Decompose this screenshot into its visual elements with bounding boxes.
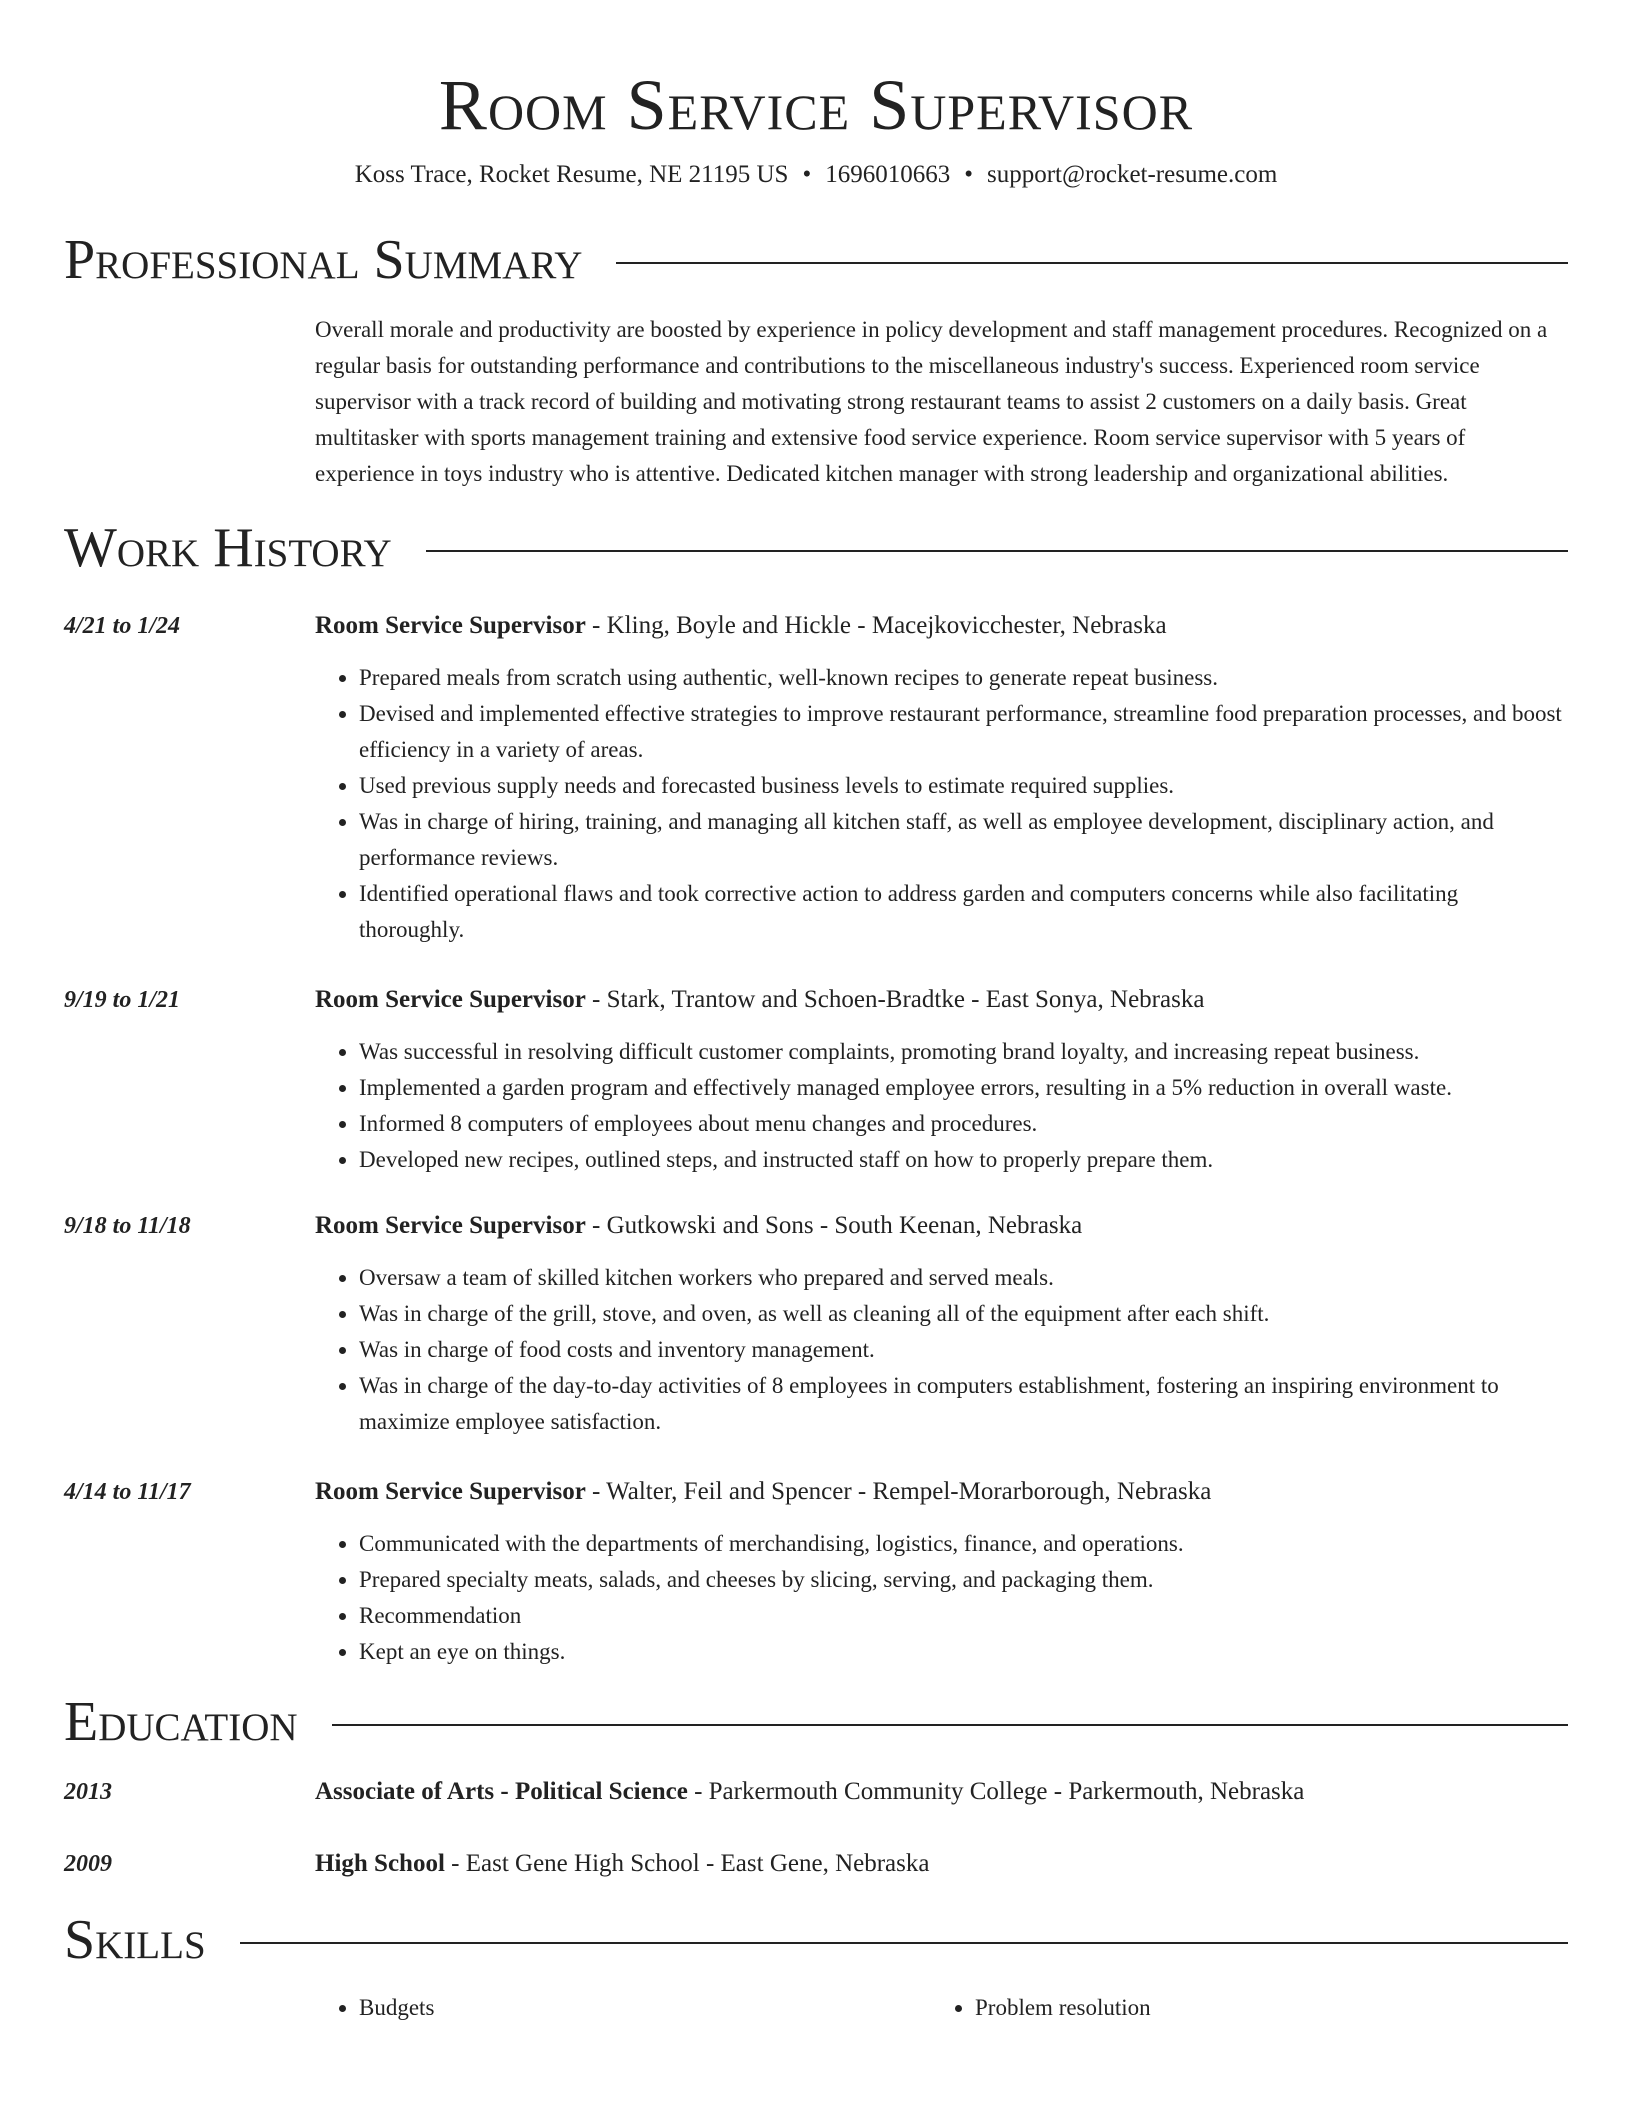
job-details: - Stark, Trantow and Schoen-Bradtke - East Sonya, Nebraska — [585, 986, 1205, 1013]
job-title: Room Service Supervisor — [315, 1478, 586, 1505]
contact-phone: 1696010663 — [825, 161, 951, 188]
education-entry — [64, 1846, 1568, 1882]
education-year: 2009 — [64, 1851, 112, 1877]
job-bullet: • Prepared meals from scratch using authentic, well-known recipes to generate repeat business. — [359, 660, 1568, 696]
job-title-line — [315, 982, 1568, 1018]
contact-separator: • — [964, 161, 973, 188]
skill-item: • Problem resolution — [975, 1990, 1547, 2026]
job-details: - Kling, Boyle and Hickle - Macejkovicchester, Nebraska — [585, 612, 1167, 639]
education-heading: Education — [64, 1691, 298, 1753]
education-degree: High School — [315, 1850, 445, 1877]
work-heading: Work History — [64, 517, 392, 579]
education-year: 2013 — [64, 1779, 112, 1805]
job-title: Room Service Supervisor — [315, 1212, 586, 1239]
job-bullets — [315, 660, 1568, 948]
job-bullet: • Kept an eye on things. — [359, 1634, 1568, 1670]
job-bullet: • Oversaw a team of skilled kitchen workers who prepared and served meals. — [359, 1260, 1568, 1296]
job-bullet: • Informed 8 computers of employees about menu changes and procedures. — [359, 1106, 1568, 1142]
skills-column-right — [931, 1990, 1547, 2026]
job-bullets — [315, 1526, 1568, 1670]
job-bullet: • Communicated with the departments of merchandising, logistics, finance, and operations. — [359, 1526, 1568, 1562]
job-bullet: • Recommendation — [359, 1598, 1568, 1634]
job-dates: 4/21 to 1/24 — [64, 613, 181, 639]
job-bullet: • Identified operational flaws and took corrective action to address garden and computers concerns while also facilitating thoroughly. — [359, 876, 1568, 948]
job-details: - Walter, Feil and Spencer - Rempel-Morarborough, Nebraska — [585, 1478, 1212, 1505]
contact-line — [64, 160, 1568, 190]
job-title: Room Service Supervisor — [315, 986, 586, 1013]
contact-email: support@rocket-resume.com — [987, 161, 1278, 188]
job-bullet: • Developed new recipes, outlined steps, and instructed staff on how to properly prepare them. — [359, 1142, 1568, 1178]
skills-heading: Skills — [64, 1909, 206, 1971]
skills-section-header — [64, 1910, 1568, 1970]
section-divider — [426, 550, 1568, 552]
summary-section-header — [64, 230, 1568, 290]
education-entry — [64, 1774, 1568, 1810]
job-bullet: • Implemented a garden program and effectively managed employee errors, resulting in a 5% reduction in overall waste. — [359, 1070, 1568, 1106]
job-bullet: • Prepared specialty meats, salads, and cheeses by slicing, serving, and packaging them. — [359, 1562, 1568, 1598]
contact-separator: • — [802, 161, 812, 188]
skills-column-left — [315, 1990, 931, 2026]
education-section-header — [64, 1692, 1568, 1752]
job-bullet: • Used previous supply needs and forecasted business levels to estimate required supplies. — [359, 768, 1568, 804]
job-title: Room Service Supervisor — [315, 612, 586, 639]
job-bullet: • Was in charge of food costs and inventory management. — [359, 1332, 1568, 1368]
job-entry — [64, 1208, 1568, 1440]
section-divider — [240, 1942, 1568, 1944]
education-details: - East Gene High School - East Gene, Nebraska — [444, 1850, 930, 1877]
job-bullet: • Devised and implemented effective strategies to improve restaurant performance, streamline food preparation processes, and boost efficiency in a variety of areas. — [359, 696, 1568, 768]
job-bullets — [315, 1034, 1568, 1178]
job-bullet: • Was in charge of the grill, stove, and oven, as well as cleaning all of the equipment after each shift. — [359, 1296, 1568, 1332]
education-title-line — [315, 1774, 1304, 1810]
job-details: - Gutkowski and Sons - South Keenan, Nebraska — [585, 1212, 1083, 1239]
job-title-line — [315, 1474, 1568, 1510]
job-bullet: • Was in charge of the day-to-day activities of 8 employees in computers establishment, fostering an inspiring environment to maximize employee satisfaction. — [359, 1368, 1568, 1440]
work-section-header — [64, 518, 1568, 578]
job-dates: 4/14 to 11/17 — [64, 1479, 191, 1505]
job-entry — [64, 608, 1568, 948]
job-bullet: • Was successful in resolving difficult customer complaints, promoting brand loyalty, and increasing repeat business. — [359, 1034, 1568, 1070]
summary-text: Overall morale and productivity are boosted by experience in policy development and staff management procedures. Recognized on a regular basis for outstanding performance and contributions to the miscellaneous industry's success. Experienced room service supervisor with a track record of building and motivating strong restaurant teams to assist 2 customers on a daily basis. Great multitasker with sports management training and extensive food service experience. Room service supervisor with 5 years of experience in toys industry who is attentive. Dedicated kitchen manager with strong leadership and organizational abilities. — [315, 317, 1548, 486]
contact-address: Koss Trace, Rocket Resume, NE 21195 US — [354, 161, 789, 188]
job-bullet: • Was in charge of hiring, training, and managing all kitchen staff, as well as employee development, disciplinary action, and performance reviews. — [359, 804, 1568, 876]
job-dates: 9/18 to 11/18 — [64, 1213, 191, 1239]
section-divider — [332, 1724, 1568, 1726]
job-title-line — [315, 608, 1568, 644]
resume-name: Room Service Supervisor — [438, 65, 1194, 145]
summary-heading: Professional Summary — [64, 229, 583, 291]
skills-list — [315, 1990, 1568, 2026]
skill-item: • Budgets — [359, 1990, 931, 2026]
job-dates: 9/19 to 1/21 — [64, 987, 181, 1013]
job-entry — [64, 982, 1568, 1178]
section-divider — [616, 262, 1568, 264]
education-details: - Parkermouth Community College - Parkermouth, Nebraska — [687, 1778, 1305, 1805]
job-bullets — [315, 1260, 1568, 1440]
education-title-line — [315, 1846, 929, 1882]
job-entry — [64, 1474, 1568, 1670]
education-degree: Associate of Arts - Political Science — [315, 1778, 688, 1805]
job-title-line — [315, 1208, 1568, 1244]
